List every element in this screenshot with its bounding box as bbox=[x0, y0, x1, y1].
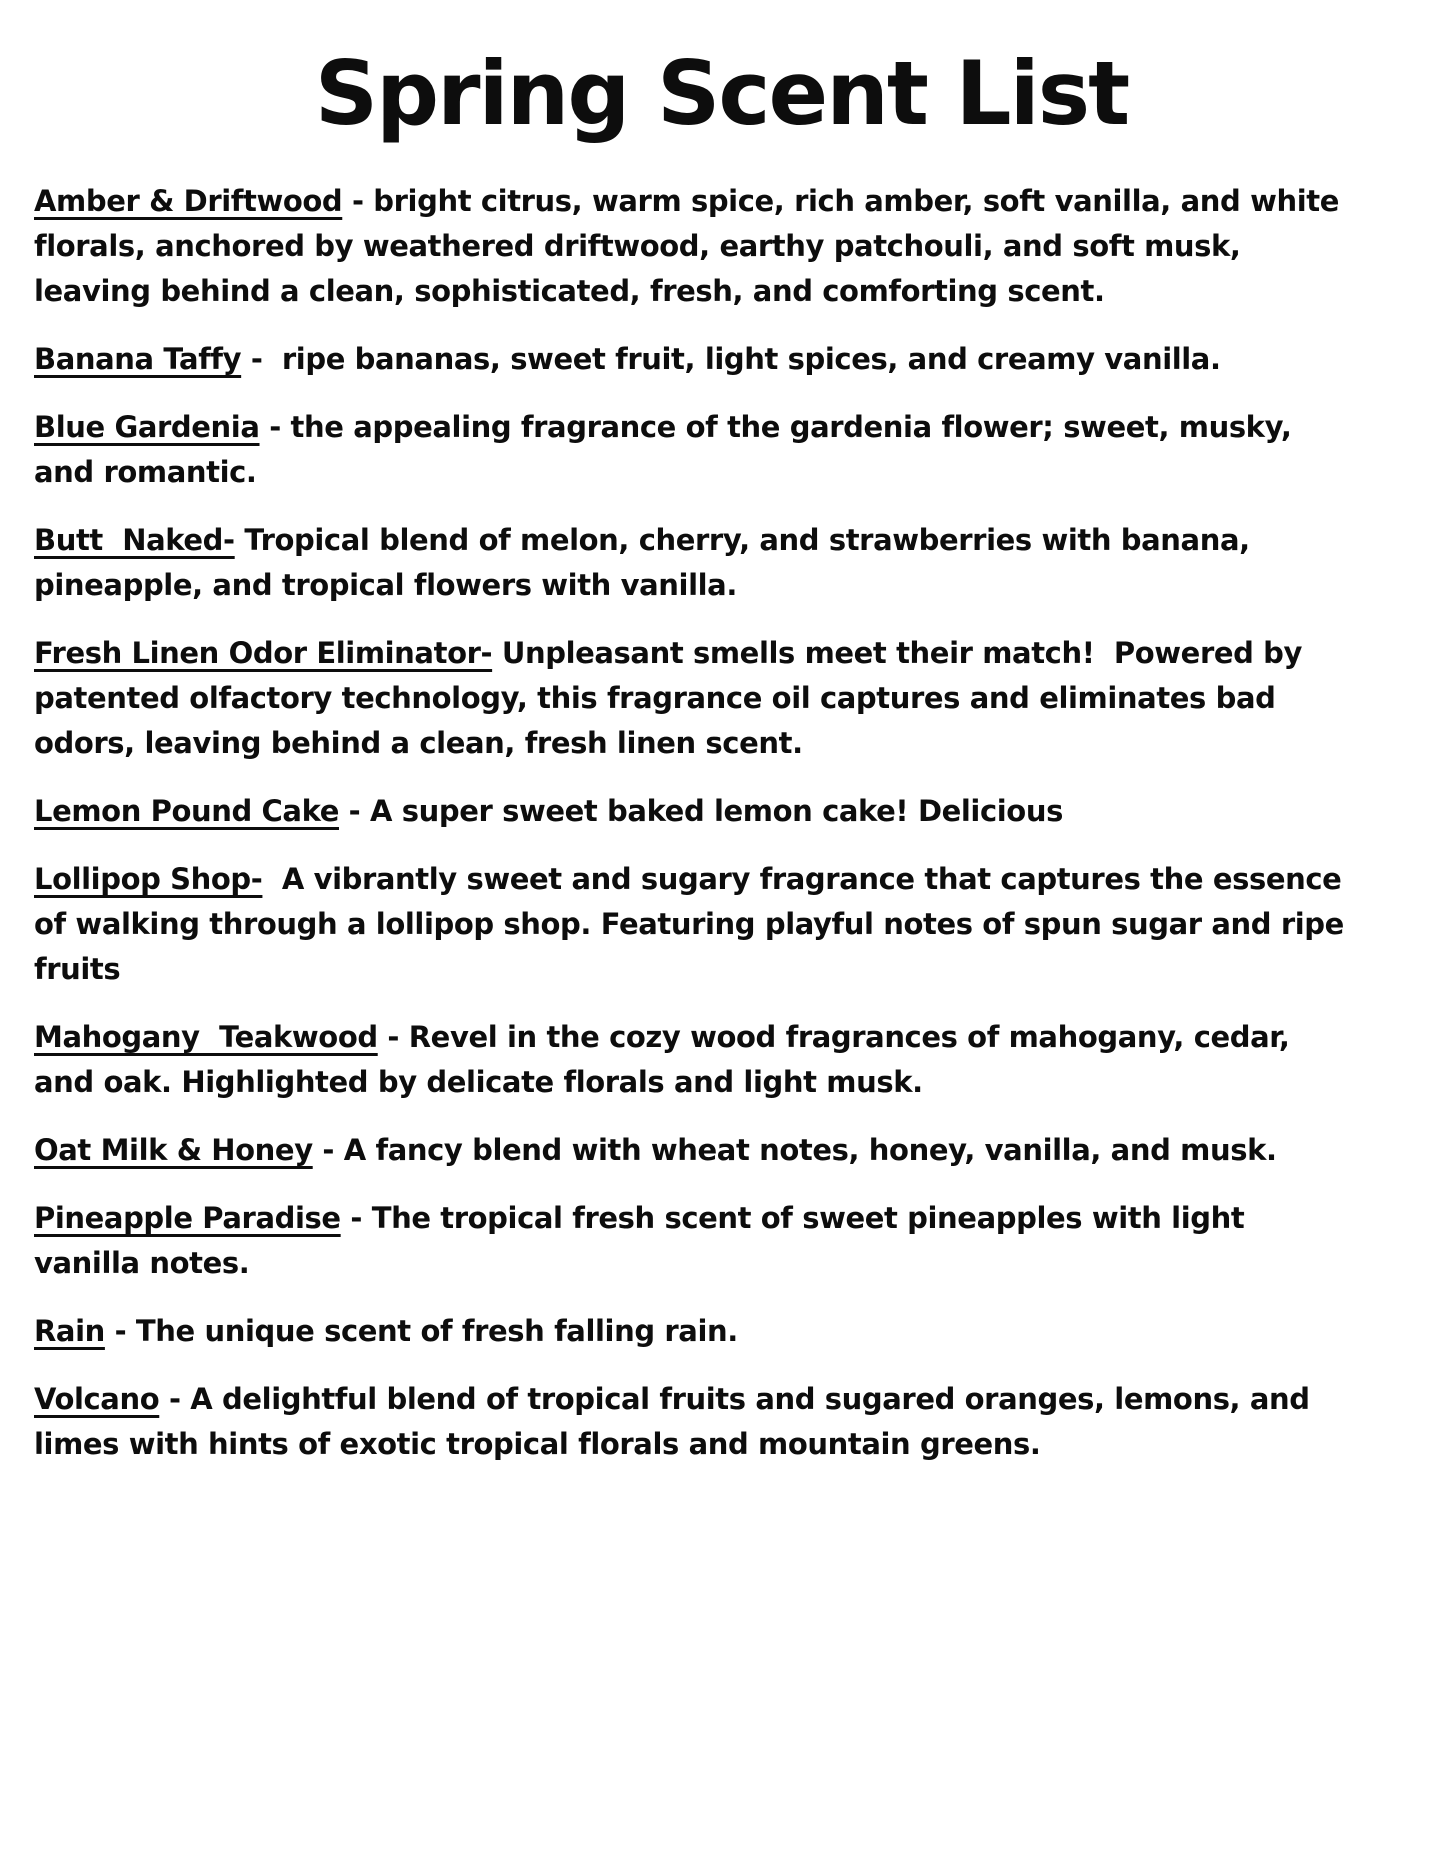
scent-name: Mahogany Teakwood bbox=[34, 1019, 378, 1054]
scent-description: Tropical blend of melon, cherry, and strawberries with banana, pineapple, and tropical flowers with vanilla. bbox=[34, 522, 1260, 602]
scent-entry bbox=[34, 405, 1354, 495]
scent-entry bbox=[34, 1196, 1354, 1286]
scent-separator: - bbox=[241, 341, 282, 376]
scent-separator: - bbox=[342, 183, 374, 218]
scent-separator: - bbox=[377, 1019, 409, 1054]
scent-separator bbox=[262, 862, 281, 896]
scent-separator bbox=[492, 636, 502, 670]
scent-entry bbox=[34, 518, 1354, 608]
scent-entry bbox=[34, 631, 1354, 766]
scent-description: bright citrus, warm spice, rich amber, soft vanilla, and white florals, anchored by weathered driftwood, earthy patchouli, and soft musk, leaving behind a clean, sophisticated, fresh, and comforting scent. bbox=[34, 183, 1349, 308]
scent-description: ripe bananas, sweet fruit, light spices, and creamy vanilla. bbox=[281, 341, 1221, 376]
scent-entry bbox=[34, 1309, 1354, 1354]
scent-name: Blue Gardenia bbox=[34, 409, 260, 444]
scent-name: Butt Naked- bbox=[34, 522, 235, 557]
scent-description: A super sweet baked lemon cake! Delicious bbox=[370, 793, 1063, 828]
scent-entry bbox=[34, 1015, 1354, 1105]
scent-separator: - bbox=[312, 1132, 344, 1167]
scent-description: A delightful blend of tropical fruits and sugared oranges, lemons, and limes with hints of exotic tropical florals and mountain greens. bbox=[34, 1381, 1320, 1461]
scent-separator: - bbox=[340, 1200, 372, 1235]
scent-name: Banana Taffy bbox=[34, 341, 242, 376]
scent-entry bbox=[34, 1128, 1354, 1173]
scent-name: Amber & Driftwood bbox=[34, 183, 343, 218]
scent-description: A fancy blend with wheat notes, honey, vanilla, and musk. bbox=[343, 1132, 1277, 1167]
scent-description: The unique scent of fresh falling rain. bbox=[135, 1313, 738, 1348]
scent-entry bbox=[34, 789, 1354, 834]
scent-description: Unpleasant smells meet their match! Powered by patented olfactory technology, this fragrance oil captures and eliminates bad odors, leaving behind a clean, fresh linen scent. bbox=[34, 635, 1312, 760]
scent-list bbox=[34, 179, 1364, 1467]
scent-entry bbox=[34, 337, 1354, 382]
scent-name: Rain bbox=[34, 1313, 105, 1348]
scent-separator: - bbox=[259, 409, 291, 444]
scent-description: the appealing fragrance of the gardenia flower; sweet, musky, and romantic. bbox=[34, 409, 1302, 489]
scent-entry bbox=[34, 179, 1354, 314]
scent-description: Revel in the cozy wood fragrances of mahogany, cedar, and oak. Highlighted by delicate florals and light musk. bbox=[34, 1019, 1300, 1099]
scent-separator: - bbox=[159, 1381, 191, 1416]
scent-separator: - bbox=[104, 1313, 136, 1348]
scent-separator bbox=[235, 523, 245, 557]
scent-name: Volcano bbox=[34, 1381, 160, 1416]
scent-description: The tropical fresh scent of sweet pineapples with light vanilla notes. bbox=[34, 1200, 1255, 1280]
page-title: Spring Scent List bbox=[314, 42, 1129, 145]
scent-name: Pineapple Paradise bbox=[34, 1200, 341, 1235]
scent-entry bbox=[34, 857, 1354, 992]
scent-name: Fresh Linen Odor Eliminator- bbox=[34, 635, 493, 670]
scent-name: Oat Milk & Honey bbox=[34, 1132, 313, 1167]
scent-name: Lollipop Shop- bbox=[34, 861, 263, 896]
scent-entry bbox=[34, 1377, 1354, 1467]
scent-name: Lemon Pound Cake bbox=[34, 793, 339, 828]
scent-separator: - bbox=[338, 793, 371, 828]
scent-description: A vibrantly sweet and sugary fragrance that captures the essence of walking through a lollipop shop. Featuring playful notes of spun sugar and ripe fruits bbox=[34, 861, 1354, 986]
